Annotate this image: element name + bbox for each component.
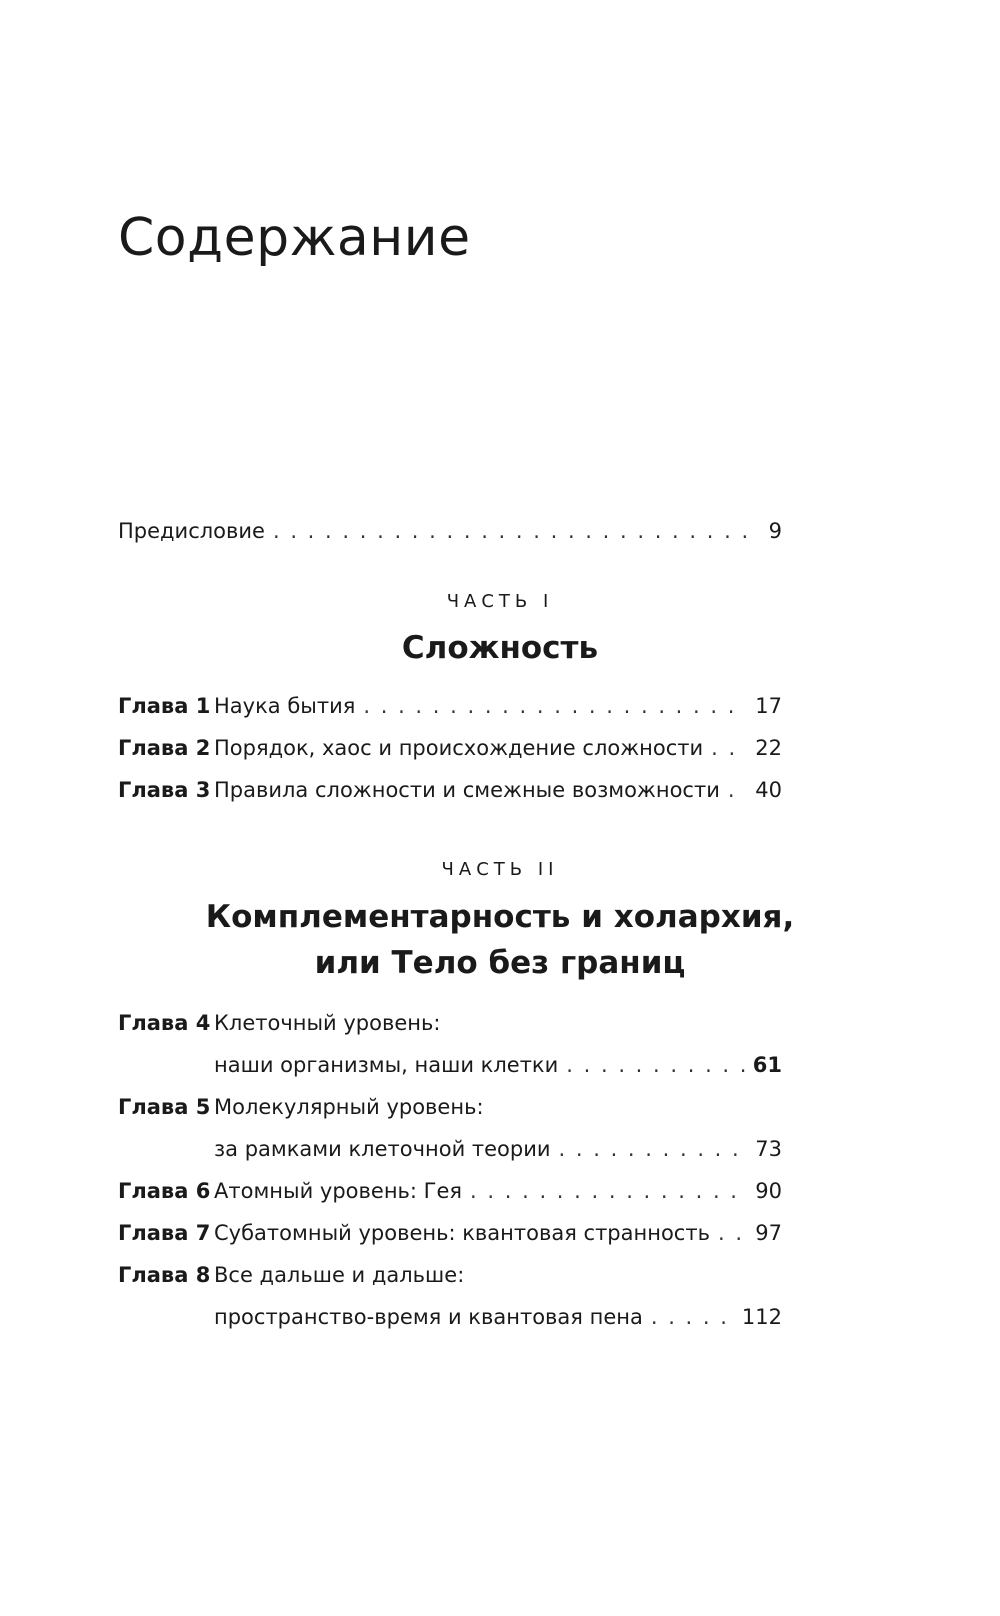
toc-entry-chapter-5-cont[interactable]: [118, 1132, 782, 1166]
dot-leader: [711, 731, 747, 765]
page-number: 61: [752, 1053, 782, 1077]
chapter-number: Глава 7: [118, 1221, 211, 1245]
entry-title-line-1: Все дальше и дальше:: [214, 1263, 465, 1287]
entry-title-line-1: Молекулярный уровень:: [214, 1095, 484, 1119]
toc-entry-chapter-4[interactable]: [118, 1006, 782, 1040]
toc-entry-chapter-8-cont[interactable]: [118, 1300, 782, 1334]
dot-leader: [651, 1300, 734, 1334]
toc-entry-chapter-4-cont[interactable]: [118, 1048, 782, 1082]
part-label: ЧАСТЬ II: [441, 859, 559, 880]
page-number: 9: [768, 519, 782, 543]
page-title: Содержание: [118, 208, 471, 268]
dot-leader: [566, 1048, 745, 1082]
chapter-number: Глава 8: [118, 1263, 211, 1287]
entry-title: Правила сложности и смежные возможности: [214, 778, 720, 802]
toc-entry-chapter-7[interactable]: [118, 1216, 782, 1250]
page-number: 90: [755, 1179, 782, 1203]
chapter-number: Глава 3: [118, 778, 211, 802]
toc-entry-chapter-3[interactable]: [118, 773, 782, 807]
dot-leader: [559, 1132, 748, 1166]
chapter-number: Глава 2: [118, 736, 211, 760]
page-number: 22: [755, 736, 782, 760]
part-title: Сложность: [401, 630, 599, 666]
chapter-number: Глава 1: [118, 694, 211, 718]
entry-title-line-2: за рамками клеточной теории: [214, 1137, 551, 1161]
entry-title-line-2: наши организмы, наши клетки: [214, 1053, 559, 1077]
toc-entry-chapter-2[interactable]: [118, 731, 782, 765]
chapter-number: Глава 4: [118, 1011, 211, 1035]
part-title-line-1: Комплементарность и холархия,: [205, 899, 795, 935]
chapter-number: Глава 5: [118, 1095, 211, 1119]
page-number: 97: [755, 1221, 782, 1245]
toc-entry-preface[interactable]: [118, 514, 782, 548]
entry-title: Атомный уровень: Гея: [214, 1179, 463, 1203]
chapter-number: Глава 6: [118, 1179, 211, 1203]
entry-title: Предисловие: [118, 519, 265, 543]
page-number: 112: [741, 1305, 782, 1329]
part-label: ЧАСТЬ I: [446, 591, 554, 612]
toc-entry-chapter-8[interactable]: [118, 1258, 782, 1292]
dot-leader: [273, 514, 761, 548]
entry-title: Наука бытия: [214, 694, 356, 718]
dot-leader: [718, 1216, 747, 1250]
toc-entry-chapter-5[interactable]: [118, 1090, 782, 1124]
page-number: 73: [755, 1137, 782, 1161]
entry-title-line-2: пространство-время и квантовая пена: [214, 1305, 643, 1329]
page-number: 40: [755, 778, 782, 802]
page-number: 17: [755, 694, 782, 718]
dot-leader: [470, 1174, 747, 1208]
part-title-line-2: или Тело без границ: [314, 945, 686, 981]
dot-leader: [728, 773, 747, 807]
dot-leader: [363, 689, 747, 723]
entry-title-line-1: Клеточный уровень:: [214, 1011, 441, 1035]
toc-entry-chapter-6[interactable]: [118, 1174, 782, 1208]
toc-entry-chapter-1[interactable]: [118, 689, 782, 723]
entry-title: Субатомный уровень: квантовая странность: [214, 1221, 710, 1245]
entry-title: Порядок, хаос и происхождение сложности: [214, 736, 704, 760]
